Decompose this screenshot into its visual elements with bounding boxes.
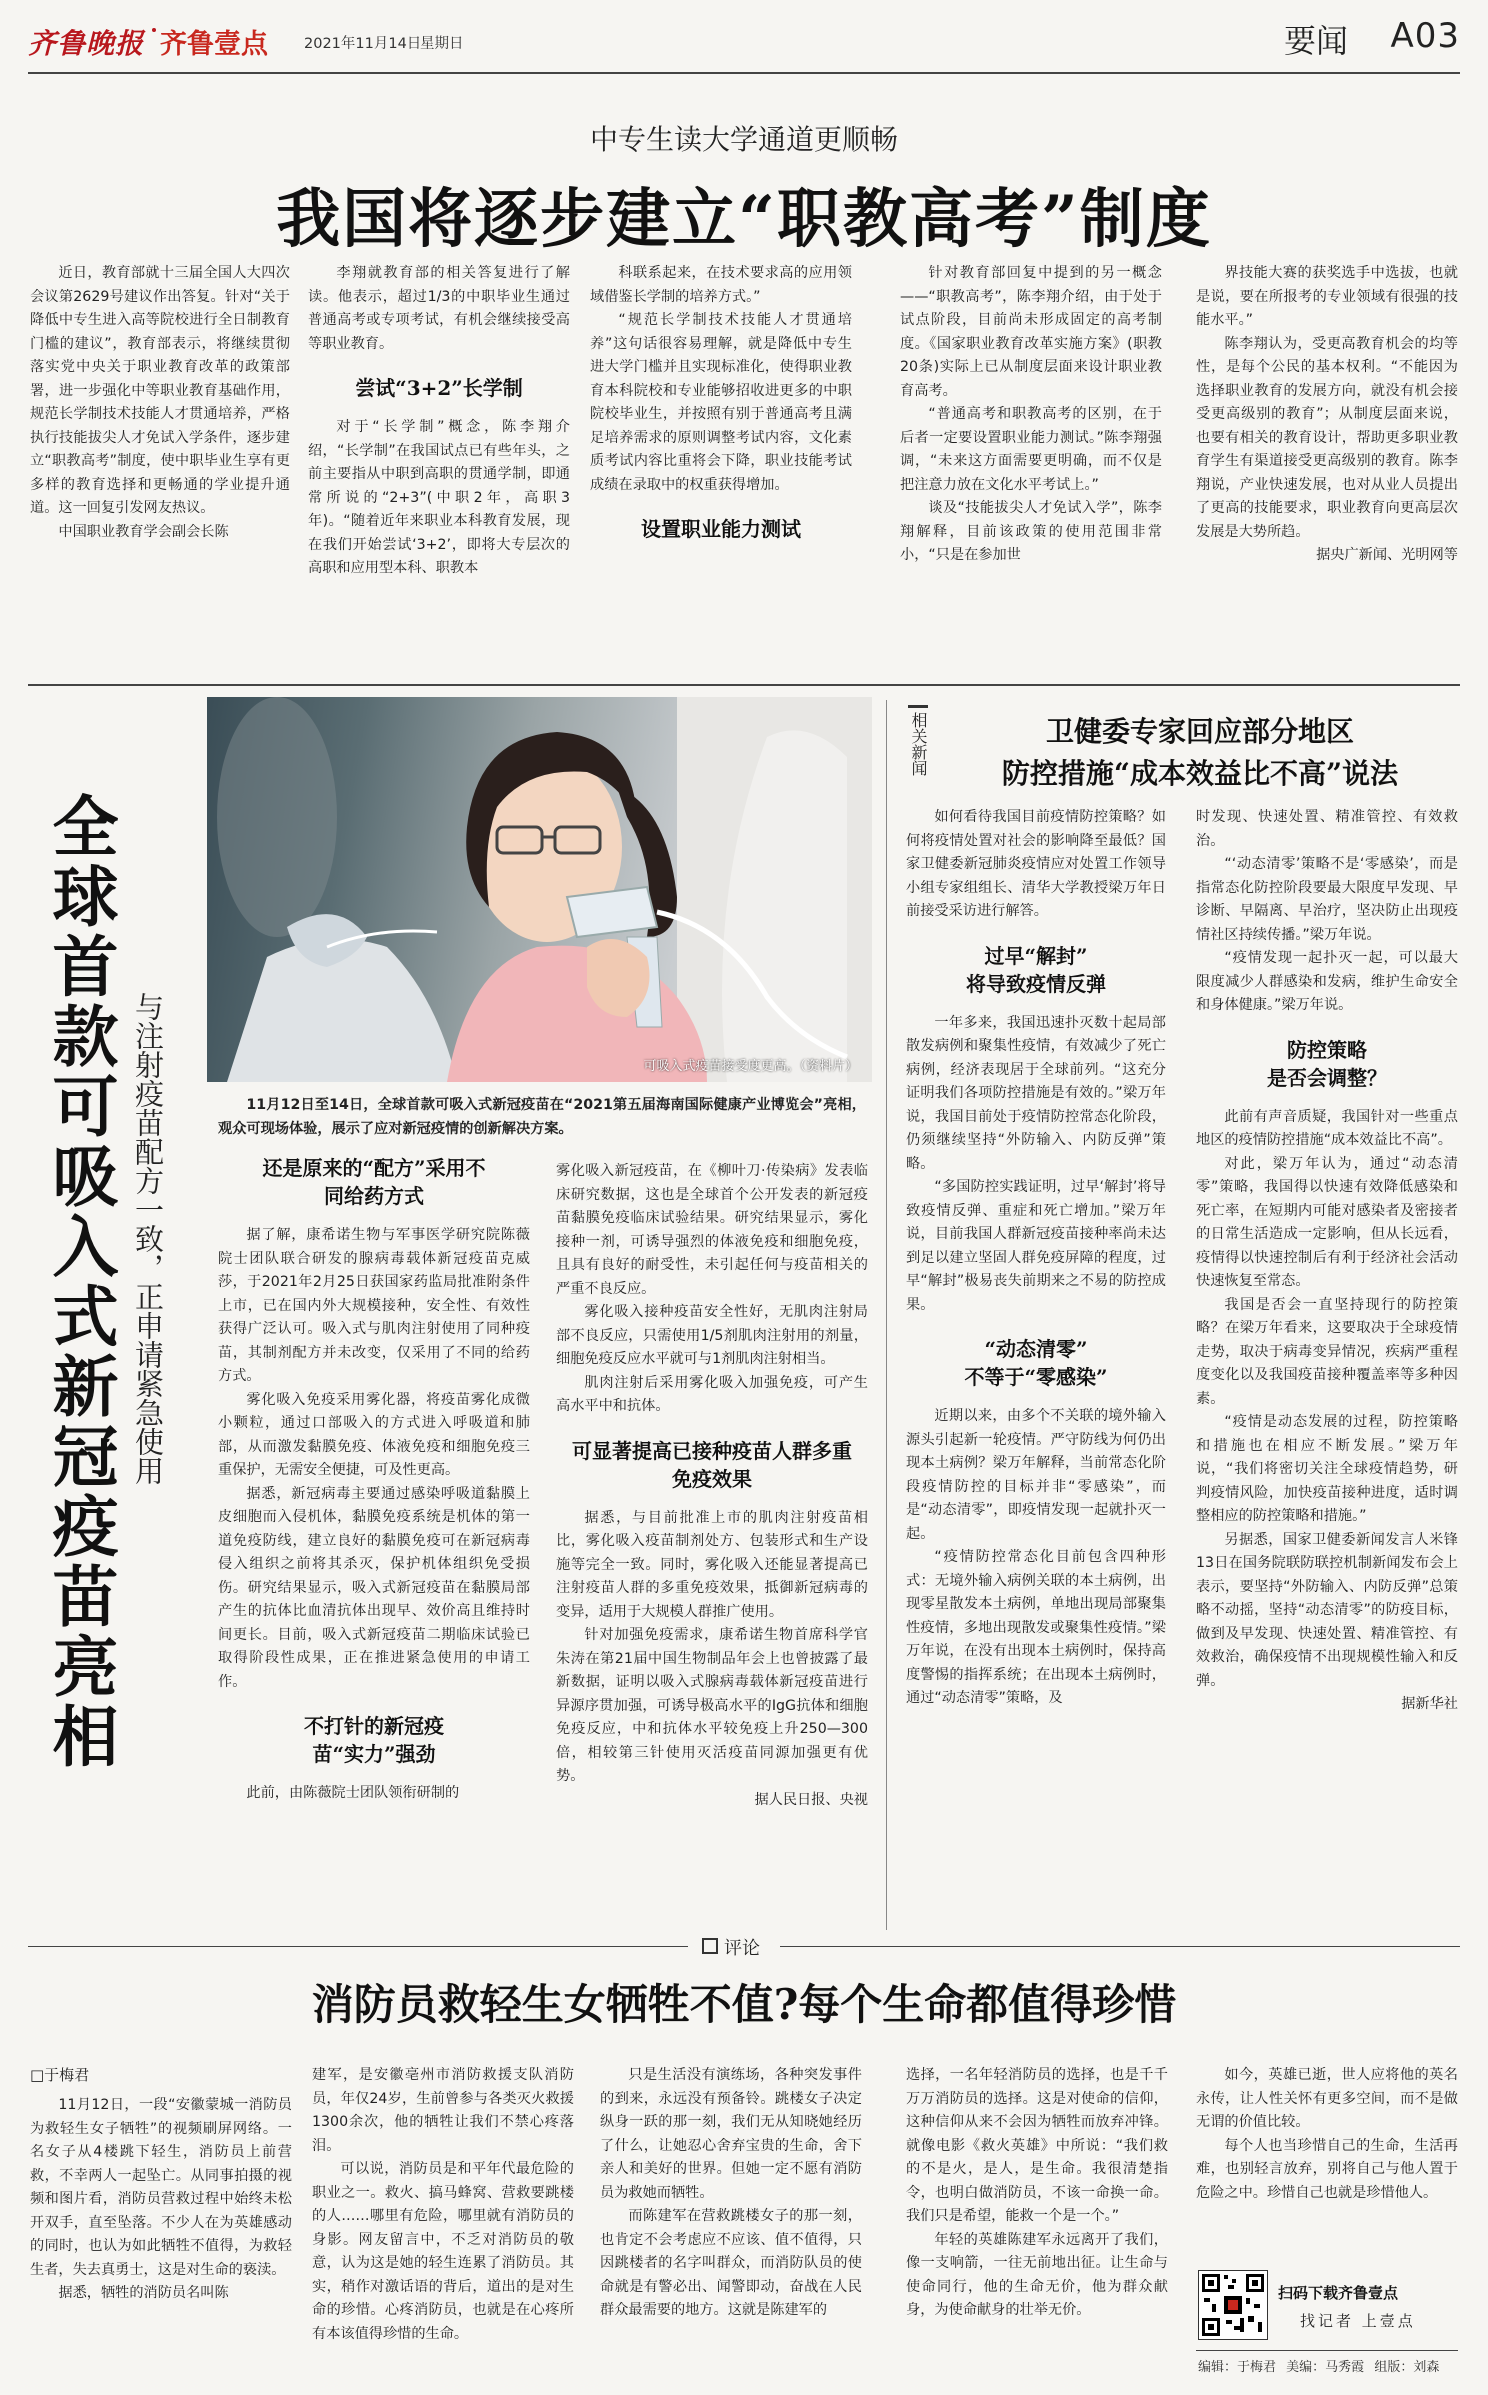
paragraph: 而陈建军在营救跳楼女子的那一刻，也肯定不会考虑应不应该、值不值得，只因跳楼者的名字叫群众，而消防队员的使命就是有警必出、闻警即动，奋战在人民群众最需要的地方。这就是陈建军的 [600,2208,862,2318]
paragraph: 科联系起来，在技术要求高的应用领域借鉴长学制的培养方式。” [590,265,852,305]
paragraph: “‘动态清零’策略不是‘零感染’，而是指常态化防控阶段要最大限度早发现、早诊断、早隔离、早治疗，坚决防止出现疫情社区持续传播。”梁万年说。 [1196,856,1458,943]
article3-headline-2: 防控措施“成本效益比不高”说法 [1001,757,1399,790]
article2-col1 [218,1136,530,1806]
paragraph: 时发现、快速处置、精准管控、有效救治。 [1196,809,1458,849]
paragraph: 李翔就教育部的相关答复进行了解读。他表示，超过1/3的中职毕业生通过普通高考或专项考试，有机会继续接受高等职业教育。 [308,265,570,352]
article3-source: 据新华社 [1401,1696,1458,1712]
paragraph: 如何看待我国目前疫情防控策略？如何将疫情处置对社会的影响降至最低？国家卫健委新冠肺炎疫情应对处置工作领导小组专家组组长、清华大学教授梁万年日前接受采访进行解答。 [906,809,1166,919]
paragraph: 可以说，消防员是和平年代最危险的职业之一。救火、搞马蜂窝、营救要跳楼的人……哪里有危险，哪里就有消防员的身影。网友留言中，不乏对消防员的敬意，认为这是她的轻生连累了消防员。其实，稍作对激话语的背后，道出的是对生命的珍惜。心疼消防员，也就是在心疼所有本该值得珍惜的生命。 [312,2161,574,2342]
page-number: A03 [1390,16,1460,56]
comment-col4 [906,2064,1168,2323]
vaccine-photo [207,697,872,1082]
paper-logo: 齐鲁晚报 [28,27,145,60]
paragraph: “疫情发现一起扑灭一起，可以最大限度减少人群感染和发病，维护生命安全和身体健康。”梁万年说。 [1196,950,1458,1013]
subhead-line: 防控策略 [1287,1037,1367,1062]
article2-col2 [556,1160,868,1812]
subhead-line: 过早“解封” [984,943,1088,968]
subhead-line: 不等于“零感染” [964,1365,1108,1389]
paragraph: 我国是否会一直坚持现行的防控策略？在梁万年看来，这要取决于全球疫情走势，取决于病毒变异情况，疾病严重程度变化以及我国疫苗接种覆盖率等多种因素。 [1196,1296,1458,1407]
comment-col5 [1196,2064,1458,2205]
section-name: 要闻 [1283,22,1348,60]
paragraph: 陈李翔认为，受更高教育机会的均等性，是每个公民的基本权利。“不能因为选择职业教育的发展方向，就没有机会接受更高级别的教育”；从制度层面来说，也要有相关的教育设计，帮助更多职业教育学生有渠道接受更高级别的教育。陈李翔说，产业快速发展，也对从业人员提出了更高的技能要求，职业教育向更高层次发展是大势所趋。 [1196,335,1458,540]
header-rule [28,72,1460,74]
subhead-line: 是否会调整？ [1267,1065,1387,1090]
article1-col5 [1196,262,1458,567]
article1-kicker: 中专生读大学通道更顺畅 [589,123,898,156]
article3-subhead-3 [1196,1036,1458,1092]
paragraph: 年轻的英雄陈建军永远离开了我们，像一支响箭，一往无前地出征。让生命与使命同行，他的生命无价，他为群众献身，为使命献身的壮举无价。 [906,2231,1168,2318]
comment-col3 [600,2064,862,2323]
paragraph: 选择，一名年轻消防员的选择，也是千千万万消防员的选择。这是对使命的信仰，这种信仰从来不会因为牺牲而放弃冲锋。就像电影《救火英雄》中所说：“我们救的不是火，是人，是生命。我很清楚指令，也明白做消防员，不该一命换一命。我们只是希望，能救一个是一个。” [906,2067,1168,2224]
paragraph: 对于“长学制”概念，陈李翔介绍，“长学制”在我国试点已有些年头，之前主要指从中职到高职的贯通学制，即通常所说的“2+3”(中职2年，高职3年)。“随着近年来职业本科教育发展，现在我们开始尝试‘3+2’，即将大专层次的高职和应用型本科、职教本 [308,419,570,576]
paragraph: 针对加强免疫需求，康希诺生物首席科学官朱涛在第21届中国生物制品年会上也曾披露了最新数据，证明以吸入式腺病毒载体新冠疫苗进行异源序贯加强，可诱导极高水平的IgG抗体和细胞免疫反应，中和抗体水平较免疫上升250—300倍，相较第三针使用灭活疫苗同源加强更有优势。 [556,1627,868,1784]
subhead-line: 将导致疫情反弹 [966,971,1106,996]
article3-subhead-2 [906,1335,1166,1391]
paragraph: 雾化吸入免疫采用雾化器，将疫苗雾化成微小颗粒，通过口部吸入的方式进入呼吸道和肺部，从而激发黏膜免疫、体液免疫和细胞免疫三重保护，无需安全便捷，可及性更高。 [218,1391,530,1478]
comment-label: 评论 [724,1938,760,1959]
paragraph: 近日，教育部就十三届全国人大四次会议第2629号建议作出答复。针对“关于降低中专生进入高等院校进行全日制教育门槛的建议”，教育部表示，将继续贯彻落实党中央关于职业教育改革的政策部署，进一步强化中等职业教育基础作用，规范长学制技术技能人才贯通培养，严格执行技能拔尖人才免试入学条件，逐步建立“职教高考”制度，使中职毕业生享有更多样的教育选择和更畅通的学业提升通道。这一回复引发网友热议。 [30,265,290,516]
article3-subhead-1 [906,942,1166,998]
masthead [28,14,1460,70]
article2-source: 据人民日报、央视 [754,1791,868,1808]
related-news-label: 相关新闻 [908,705,928,825]
comment-headline: 消防员救轻生女牺牲不值?每个生命都值得珍惜 [311,1980,1177,2029]
comment-author: □于梅君 [30,2066,90,2084]
qr-code-icon [1199,2271,1267,2339]
paragraph: “多国防控实践证明，过早‘解封’将导致疫情反弹、重症和死亡增加。”梁万年说，目前我国人群新冠疫苗接种率尚未达到足以建立坚固人群免疫屏障的程度，过早“解封”极易丧失前期来之不易的防控成果。 [906,1179,1166,1313]
qr-subtitle: 找记者 上壹点 [1300,2312,1416,2330]
article1-subhead-2: 设置职业能力测试 [641,517,801,541]
paragraph: 另据悉，国家卫健委新闻发言人米锋13日在国务院联防联控机制新闻发布会上表示，要坚持“外防输入、内防反弹”总策略不动摇，坚持“动态清零”的防疫目标，做到及早发现、快速处置、精准管控、有效救治，确保疫情不出现规模性输入和反弹。 [1196,1531,1458,1689]
paragraph: 此前有声音质疑，我国针对一些重点地区的疫情防控措施“成本效益比不高”。 [1196,1108,1458,1148]
article2-deck: 与注射疫苗配方一致，正申请紧急使用 [131,992,165,1485]
qr-code[interactable] [1198,2270,1268,2340]
paragraph: 肌肉注射后采用雾化吸入加强免疫，可产生高水平中和抗体。 [556,1374,868,1414]
qr-title: 扫码下载齐鲁壹点 [1278,2284,1399,2302]
paragraph: 针对教育部回复中提到的另一概念——“职教高考”，陈李翔介绍，由于处于试点阶段，目前尚未形成固定的高考制度。《国家职业教育改革实施方案》(职教20条)实际上已从制度层面来设计职业教育高考。 [900,265,1162,399]
issue-date: 2021年11月14日 [304,36,422,52]
article2-intro: 11月12日至14日，全球首款可吸入式新冠疫苗在“2021第五届海南国际健康产业博览会”亮相，观众可现场体验，展示了应对新冠疫情的创新解决方案。 [218,1097,866,1137]
paragraph: 11月12日，一段“安徽蒙城一消防员为救轻生女子牺牲”的视频刷屏网络。一名女子从4楼跳下轻生，消防员上前营救，不幸两人一起坠亡。从同事拍摄的视频和图片看，消防员营救过程中始终未松开双手，直至坠落。不少人在为英雄感动的同时，也认为如此牺牲不值得，为救轻生者，失去真勇士，这是对生命的亵渎。 [30,2097,292,2278]
paragraph: 雾化吸入接种疫苗安全性好，无肌肉注射局部不良反应，只需使用1/5剂肌肉注射用的剂量，细胞免疫反应水平就可与1剂肌肉注射相当。 [556,1304,868,1367]
article2-subhead-2: 不打针的新冠疫苗“实力”强劲 [304,1714,444,1766]
article1-col2 [308,262,570,581]
footer-proof: 组版：刘森 [1374,2360,1440,2375]
vaccine-photo-illustration [207,697,872,1082]
article3-headline-1: 卫健委专家回应部分地区 [1045,715,1354,748]
paragraph: 对此，梁万年认为，通过“动态清零”策略，我国得以快速有效降低感染和死亡率，在短期内可能对感染者及密接者的日常生活造成一定影响，但从长远看，疫情得以快速控制后有利于经济社会活动快速恢复至常态。 [1196,1155,1458,1289]
comment-col2 [312,2064,574,2346]
article3-col1 [906,806,1166,1711]
subhead-line: “动态清零” [984,1337,1088,1361]
article1-col3 [590,262,852,557]
paragraph: “疫情是动态发展的过程，防控策略和措施也在相应不断发展。”梁万年说，“我们将密切关注全球疫情趋势，研判疫情风险，加快疫苗接种进度，适时调整相应的防控策略和措施。” [1196,1414,1458,1524]
paragraph: 只是生活没有演练场，各种突发事件的到来，永远没有预备铃。跳楼女子决定纵身一跃的那一刻，我们无从知晓她经历了什么，让她忍心舍弃宝贵的生命，舍下亲人和美好的世界。但她一定不愿有消防员为救她而牺牲。 [600,2067,862,2201]
footer-editor: 编辑：于梅君 [1198,2360,1277,2375]
paragraph: 据悉，牺牲的消防员名叫陈 [58,2285,229,2301]
paragraph: 据悉，与目前批准上市的肌肉注射疫苗相比，雾化吸入疫苗制剂处方、包装形式和生产设施等完全一致。同时，雾化吸入还能显著提高已注射疫苗人群的多重免疫效果，抵御新冠病毒的变异，适用于大规模人群推广使用。 [556,1509,868,1620]
comment-rule-left [28,1946,688,1947]
paragraph: 近期以来，由多个不关联的境外输入源头引起新一轮疫情。严守防线为何仍出现本土病例？梁万年解释，当前常态化阶段疫情防控的目标并非“零感染”，而是“动态清零”，即疫情发现一起就扑灭一起。 [906,1408,1166,1542]
comment-col1 [30,2094,292,2306]
article2-headline: 全球首款可吸入式新冠疫苗亮相 [41,792,119,1772]
footer-credits [1198,2356,1460,2375]
paragraph: “普通高考和职教高考的区别，在于后者一定要设置职业能力测试。”陈李翔强调，“未来这方面需要更明确，而不仅是把注意力放在文化水平考试上。” [900,406,1162,493]
paragraph: 据了解，康希诺生物与军事医学研究院陈薇院士团队联合研发的腺病毒载体新冠疫苗克威莎，于2021年2月25日获国家药监局批准附条件上市，已在国内外大规模接种，安全性、有效性获得广泛认可。吸入式与肌肉注射使用了同种疫苗，其制剂配方并未改变，仅采用了不同的给药方式。 [218,1227,530,1384]
issue-weekday: 星期日 [420,36,464,52]
paragraph: 雾化吸入新冠疫苗，在《柳叶刀·传染病》发表临床研究数据，这也是全球首个公开发表的新冠疫苗黏膜免疫临床试验结果。研究结果显示，雾化接种一剂，可诱导强烈的体液免疫和细胞免疫，且具有良好的耐受性，未引起任何与疫苗相关的严重不良反应。 [556,1163,868,1297]
paragraph: 每个人也当珍惜自己的生命，生活再难，也别轻言放弃，别将自己与他人置于危险之中。珍惜自己也就是珍惜他人。 [1196,2137,1458,2201]
article1-subhead-1: 尝试“3+2”长学制 [355,376,523,400]
article1-col1 [30,262,290,544]
footer-designer: 美编：马秀霞 [1286,2360,1365,2375]
article3-col2 [1196,806,1458,1716]
column-divider [886,700,887,1930]
paragraph: 界技能大赛的获奖选手中选拔，也就是说，要在所报考的专业领域有很强的技能水平。” [1196,265,1458,328]
paragraph: 如今，英雄已逝，世人应将他的英名永传，让人性关怀有更多空间，而不是做无谓的价值比较。 [1196,2067,1458,2130]
paragraph: 建军，是安徽亳州市消防救援支队消防员，年仅24岁，生前曾参与各类灭火救援1300余次，他的牺牲让我们不禁心疼落泪。 [312,2067,574,2154]
app-logo: 齐鲁壹点 [160,29,268,60]
article1-col4 [900,262,1162,568]
paragraph: “疫情防控常态化目前包含四种形式：无境外输入病例关联的本土病例，出现零星散发本土病例，单地出现局部聚集性疫情，多地出现散发或聚集性疫情。”梁万年说，在没有出现本土病例时，保持高度警惕的指挥系统；在出现本土病例时，通过“动态清零”策略，及 [906,1549,1166,1706]
paragraph: 一年多来，我国迅速扑灭数十起局部散发病例和聚集性疫情，有效减少了死亡病例，经济表现居于全球前列。“这充分证明我们各项防控措施是有效的。”梁万年说，我国目前处于疫情防控常态化阶段，仍须继续坚持“外防输入、内防反弹”策略。 [906,1014,1166,1172]
logo-separator [152,28,156,32]
comment-rule-right [780,1946,1460,1947]
section-rule-1 [28,684,1460,686]
article2-subhead-1: 还是原来的“配方”采用不同给药方式 [262,1156,486,1208]
article1-headline: 我国将逐步建立“职教高考”制度 [276,182,1212,257]
article2-subhead-3: 可显著提高已接种疫苗人群多重免疫效果 [572,1438,852,1491]
paragraph: 中国职业教育学会副会长陈 [58,523,229,540]
article1-source: 据央广新闻、光明网等 [1316,547,1458,563]
paragraph: 此前，由陈薇院士团队领衔研制的 [246,1785,460,1801]
photo-caption: 可吸入式疫苗接受度更高。（资料片） [643,1059,858,1074]
paragraph: 谈及“技能拔尖人才免试入学”，陈李翔解释，目前该政策的使用范围非常小，“只是在参加世 [900,500,1162,563]
paragraph: “规范长学制技术技能人才贯通培养”这句话很容易理解，就是降低中专生进大学门槛并且实现标准化，使得职业教育本科院校和专业能够招收进更多的中职院校毕业生，并按照有别于普通高考且满足培养需求的原则调整考试内容，文化素质考试内容比重将会下降，职业技能考试成绩在录取中的权重获得增加。 [590,312,852,493]
paragraph: 据悉，新冠病毒主要通过感染呼吸道黏膜上皮细胞而入侵机体，黏膜免疫系统是机体的第一道免疫防线，建立良好的黏膜免疫可在新冠病毒侵入组织之前将其杀灭，保护机体组织免受损伤。研究结果显示，吸入式新冠疫苗在黏膜局部产生的抗体比血清抗体出现早、效价高且维持时间更长。目前，吸入式新冠疫苗二期临床试验已取得阶段性成果，正在推进紧急使用的申请工作。 [218,1485,530,1690]
comment-label-box [702,1938,718,1954]
footer-rule [1196,2350,1458,2351]
